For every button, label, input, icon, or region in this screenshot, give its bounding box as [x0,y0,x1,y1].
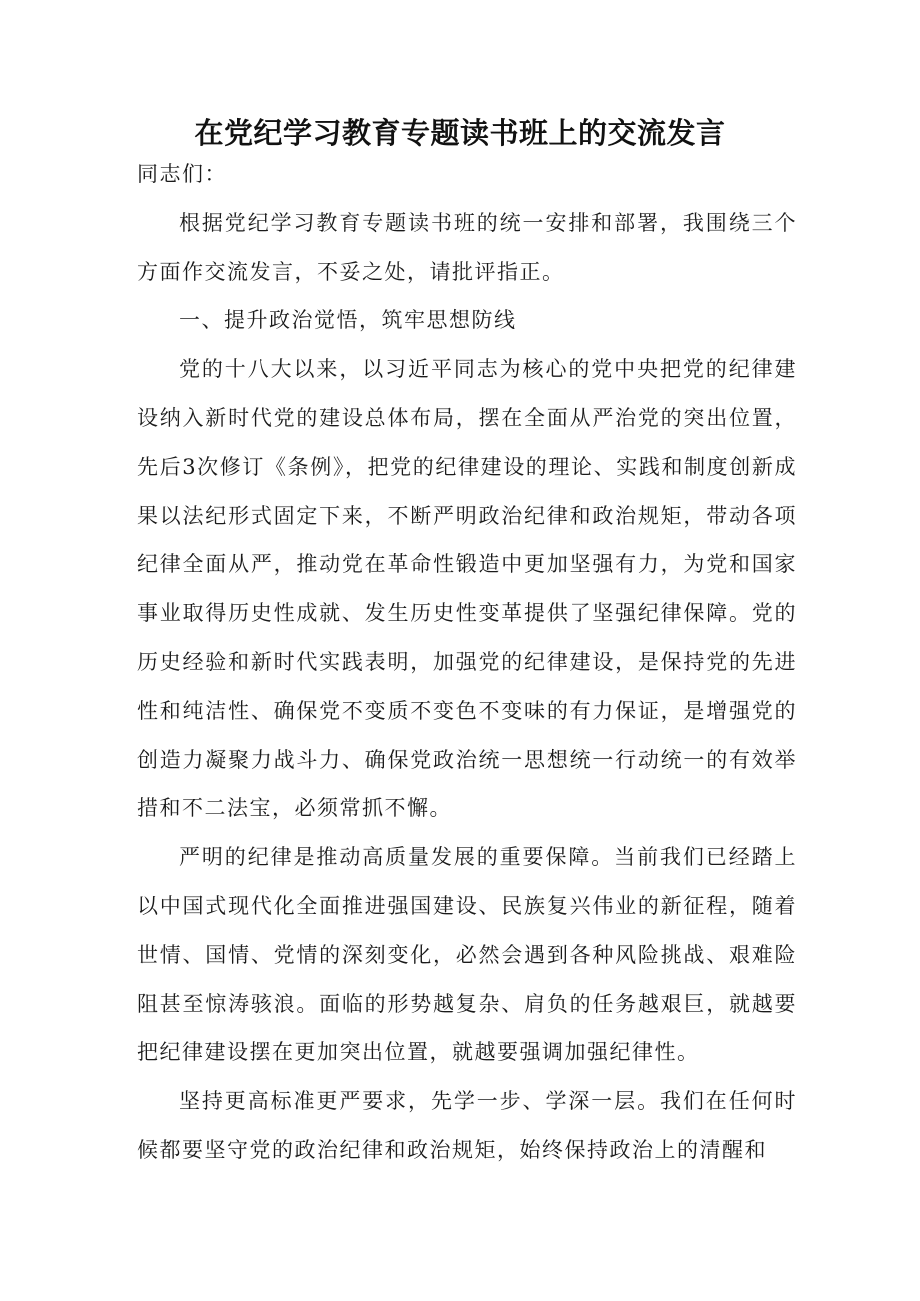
paragraph-discipline-guarantee: 严明的纪律是推动高质量发展的重要保障。当前我们已经踏上以中国式现代化全面推进强国建设、民族复兴伟业的新征程，随着世情、国情、党情的深刻变化，必然会遇到各种风险挑战、艰难险阻甚至惊涛骇浪。面临的形势越复杂、肩负的任务越艰巨，就越要把纪律建设摆在更加突出位置，就越要强调加强纪律性。 [137,845,797,1065]
paragraph-intro: 根据党纪学习教育专题读书班的统一安排和部署，我围绕三个方面作交流发言，不妥之处，请批评指正。 [137,210,797,284]
document-body [137,150,797,1175]
paragraph-higher-standards: 坚持更高标准更严要求，先学一步、学深一层。我们在任何时候都要坚守党的政治纪律和政治规矩，始终保持政治上的清醒和 [137,1089,797,1162]
document-title: 在党纪学习教育专题读书班上的交流发言 [194,116,726,150]
salutation: 同志们： [137,162,227,186]
paragraph-party-discipline-history: 党的十八大以来，以习近平同志为核心的党中央把党的纪律建设纳入新时代党的建设总体布局，摆在全面从严治党的突出位置，先后3次修订《条例》，把党的纪律建设的理论、实践和制度创新成果以法纪形式固定下来，不断严明政治纪律和政治规矩，带动各项纪律全面从严，推动党在革命性锻造中更加坚强有力，为党和国家事业取得历史性成就、发生历史性变革提供了坚强纪律保障。党的历史经验和新时代实践表明，加强党的纪律建设，是保持党的先进性和纯洁性、确保党不变质不变色不变味的有力保证，是增强党的创造力凝聚力战斗力、确保党政治统一思想统一行动统一的有效举措和不二法宝，必须常抓不懈。 [137,357,797,821]
section-heading-1: 一、提升政治觉悟，筑牢思想防线 [179,308,517,333]
